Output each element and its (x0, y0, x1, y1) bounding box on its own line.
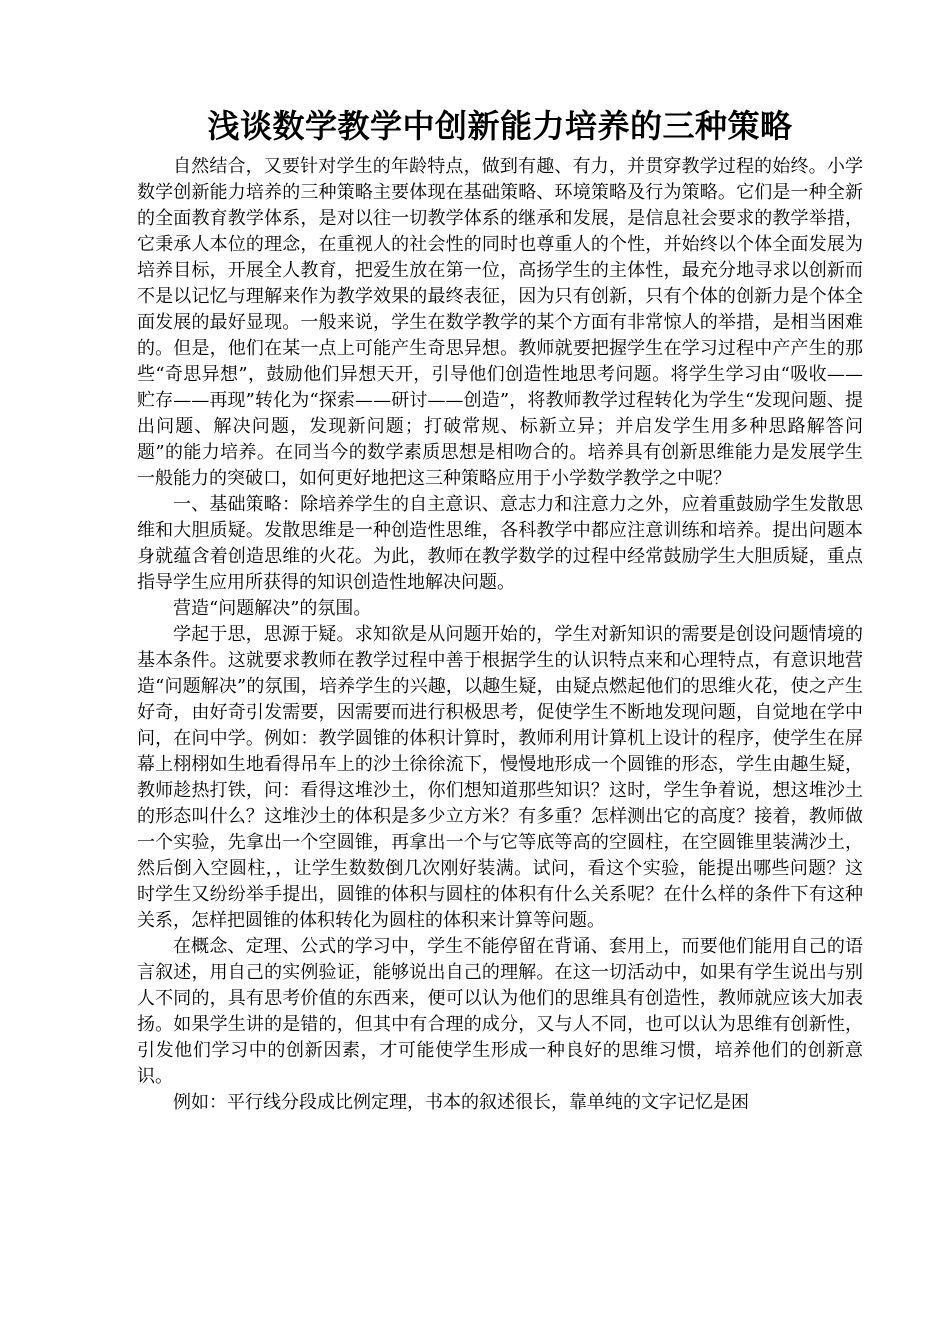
paragraph-basic-strategy: 一、基础策略：除培养学生的自主意识、意志力和注意力之外，应着重鼓励学生发散思维和大胆质疑。发散思维是一种创造性思维，各科教学中都应注意训练和培养。提出问题本身就蕴含着创造思维的火花。为此，教师在教学数学的过程中经常鼓励学生大胆质疑，重点指导学生应用所获得的知识创造性地解决问题。 (137, 494, 863, 593)
paragraph-intro: 自然结合，又要针对学生的年龄特点，做到有趣、有力，并贯穿教学过程的始终。小学数学创新能力培养的三种策略主要体现在基础策略、环境策略及行为策略。它们是一种全新的全面教育教学体系，是对以往一切教学体系的继承和发展，是信息社会要求的教学举措，它秉承人本位的理念，在重视人的社会性的同时也尊重人的个性，并始终以个体全面发展为培养目标，开展全人教育，把爱生放在第一位，高扬学生的主体性，最充分地寻求以创新而不是以记忆与理解来作为教学效果的最终表征，因为只有创新，只有个体的创新力是个体全面发展的最好显现。一般来说，学生在数学教学的某个方面有非常惊人的举措，是相当困难的。但是，他们在某一点上可能产生奇思异想。教师就要把握学生在学习过程中产产生的那些“奇思异想”，鼓励他们异想天开，引导他们创造性地思考问题。将学生学习由“吸收——贮存——再现”转化为“探索——研讨——创造”，将教师教学过程转化为学生“发现问题、提出问题、解决问题，发现新问题；打破常规、标新立异；并启发学生用多种思路解答问题”的能力培养。在同当今的数学素质思想是相吻合的。培养具有创新思维能力是发展学生一般能力的突破口，如何更好地把这三种策略应用于小学数学教学之中呢？ (137, 156, 863, 489)
paragraph-subheading: 营造“问题解决”的氛围。 (173, 598, 372, 619)
document-page (137, 104, 863, 1116)
paragraph-example-cone: 学起于思，思源于疑。求知欲是从问题开始的，学生对新知识的需要是创设问题情境的基本条件。这就要求教师在教学过程中善于根据学生的认识特点来和心理特点，有意识地营造“问题解决”的氛围，培养学生的兴趣，以趣生疑，由疑点燃起他们的思维火花，使之产生好奇，由好奇引发需要，因需要而进行积极思考，促使学生不断地发现问题，自觉地在学中问，在问中学。例如：教学圆锥的体积计算时，教师利用计算机上设计的程序，使学生在屏幕上栩栩如生地看得吊车上的沙土徐徐流下，慢慢地形成一个圆锥的形态，学生由趣生疑，教师趁热打铁，问：看得这堆沙土，你们想知道那些知识？这时，学生争着说，想这堆沙土的形态叫什么？这堆沙土的体积是多少立方米？有多重？怎样测出它的高度？接着，教师做一个实验，先拿出一个空圆锥，再拿出一个与它等底等高的空圆柱，在空圆锥里装满沙土，然后倒入空圆柱，，让学生数数倒几次刚好装满。试问，看这个实验，能提出哪些问题？这时学生又纷纷举手提出，圆锥的体积与圆柱的体积有什么关系呢？在什么样的条件下有这种关系，怎样把圆锥的体积转化为圆柱的体积来计算等问题。 (137, 624, 863, 931)
paragraph-concepts: 在概念、定理、公式的学习中，学生不能停留在背诵、套用上，而要他们能用自己的语言叙述，用自己的实例验证，能够说出自己的理解。在这一切活动中，如果有学生说出与别人不同的，具有思考价值的东西来，便可以认为他们的思维具有创造性，教师就应该大加表扬。如果学生讲的是错的，但其中有合理的成分，又与人不同，也可以认为思维有创新性，引发他们学习中的创新因素，才可能使学生形成一种良好的思维习惯，培养他们的创新意识。 (137, 936, 863, 1087)
document-title: 浅谈数学教学中创新能力培养的三种策略 (207, 107, 793, 145)
paragraph-example-parallel: 例如：平行线分段成比例定理，书本的叙述很长，靠单纯的文字记忆是困 (173, 1092, 749, 1113)
